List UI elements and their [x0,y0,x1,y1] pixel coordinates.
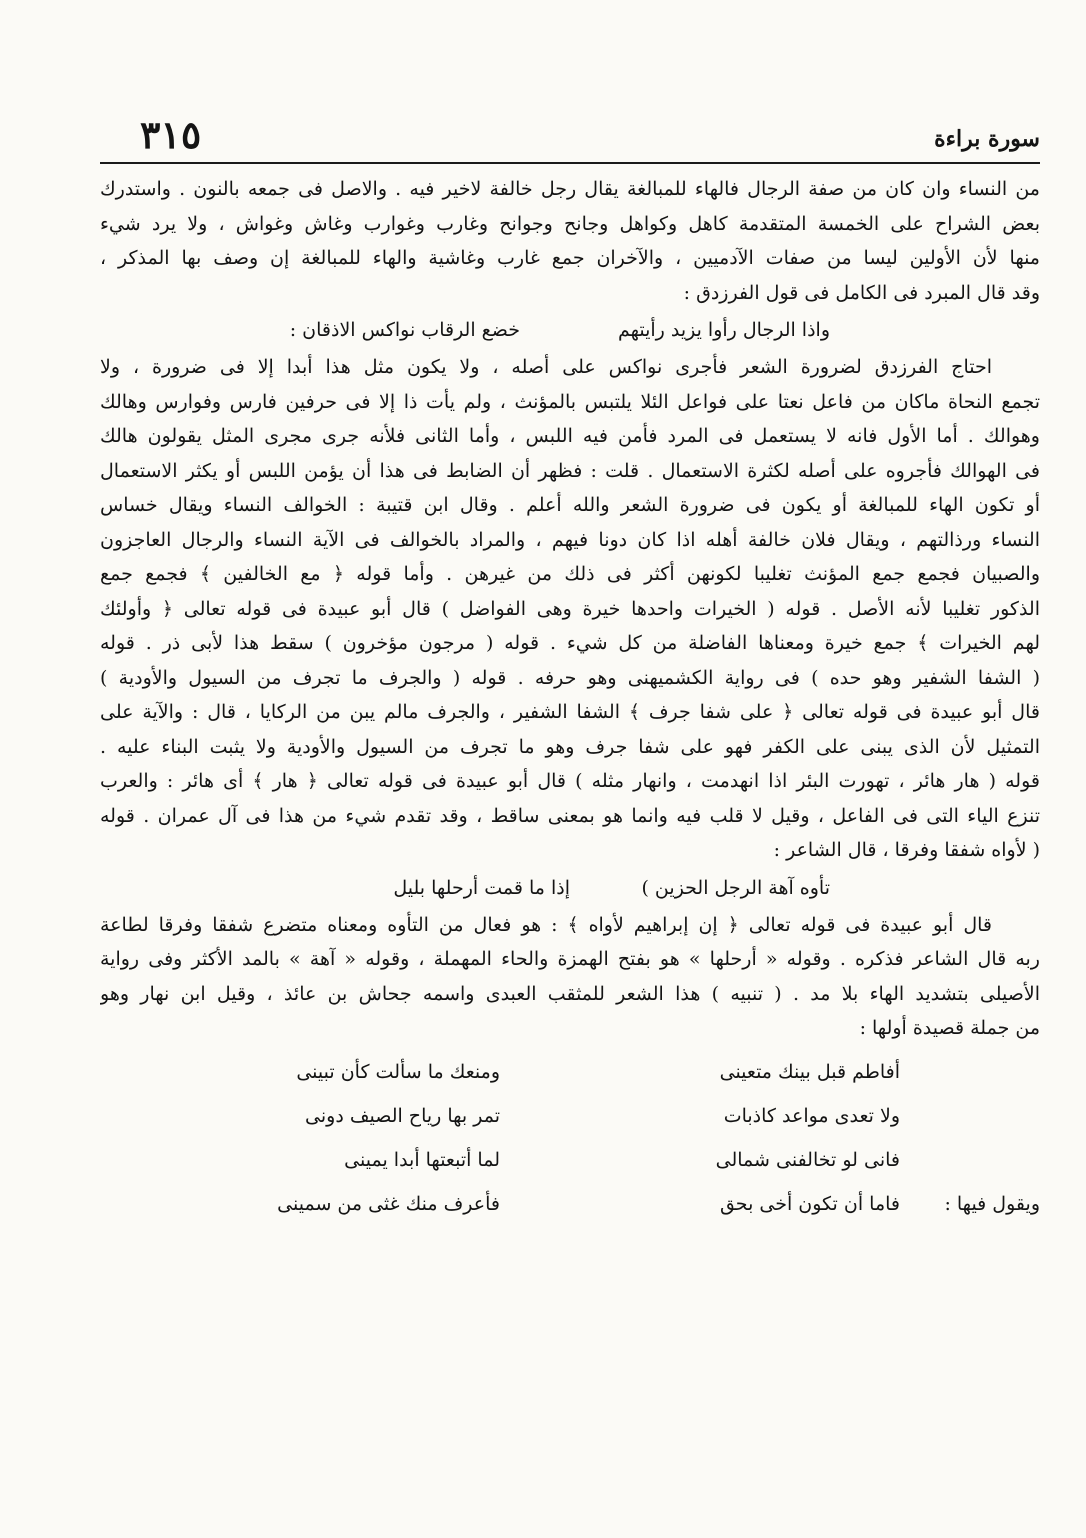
poem-hemistich-first: أفاطم قبل بينك متعينى [719,1060,900,1083]
text-line: من النساء وان كان من صفة الرجال فالهاء للمبالغة يقال رجل خالفة لاخير فيه . والاصل فى جمعه بالنون . واستدرك [100,178,1040,200]
poem-hemistich-first: فانى لو تخالفنى شمالى [715,1148,900,1171]
text-line: الأصيلى بتشديد الهاء بلا مد . ( تنبيه ) هذا الشعر للمثقب العبدى واسمه جحاش بن عائذ ، وقيل ابن نهار وهو [100,982,1040,1005]
poem-lead: ويقول فيها : [944,1192,1040,1215]
poem-verse [100,1138,1040,1182]
verse-hemistich-second: تأوه آهة الرجل الحزين ) [641,876,830,899]
text-line: احتاج الفرزدق لضرورة الشعر فأجرى نواكس على أصله ، ولا يكون مثل هذا أبدا إلا فى ضرورة ، ولا [100,356,992,378]
verse-hemistich-first: واذا الرجال رأوا يزيد رأيتهم [617,319,830,341]
text-line: قال أبو عبيدة فى قوله تعالى ﴿ على شفا جرف ﴾ الشفا الشفير ، والجرف مالم يبن من الركايا ، قال : والآية على [100,701,1040,723]
text-line: ربه قال الشاعر فذكره . وقوله « أرحلها » هو بفتح الهمزة والحاء المهملة ، وقوله « آهة » بالمد الأكثر وفى رواية [100,948,1040,970]
verse-line [100,310,1040,350]
verse-line [100,868,1040,908]
text-line: فى الهوالك فأجروه على أصله لكثرة الاستعمال . قلت : فظهر أن الضابط فى هذا أن يؤمن اللبس أو يكثر الاستعمال [100,459,1040,482]
text-line: وهوالك . أما الأول فانه لا يستعمل فى المرد فأمن فيه اللبس ، وأما الثانى فلأنه جرى مجرى المثل يقولون هالك [100,425,1040,447]
text-line: منها لأن الأولين ليسا من صفات الآدميين ، والآخران جمع غارب وغاشية والهاء للمبالغة إن وصف بها المذكر ، [100,247,1040,269]
text-line: وقد قال المبرد فى الكامل فى قول الفرزدق : [683,281,1040,304]
text-line: ( الشفا الشفير وهو حده ) فى رواية الكشميهنى وهو حرفه . قوله ( والجرف ما تجرف من السيول والأودية ) [100,666,1040,689]
page-number: ٣١٥ [140,112,202,157]
text-line: تجمع النحاة ماكان من فاعل نعتا على فواعل الئلا يلتبس بالمؤنث ، ولم يأت ذا إلا فى حرفين فارس وفوارس وهالك [100,390,1040,413]
poem-hemistich-second: فأعرف منك غثى من سمينى [277,1192,500,1215]
poem-hemistich-second: تمر بها رياح الصيف دونى [305,1104,500,1127]
text-line: النساء ورذالتهم ، ويقال فلان خالفة أهله اذا كان دونا فيهم ، والمراد بالخوالف فى الآية النساء والرجال العاجزون [100,528,1040,551]
text-line: والصبيان فجمع جمع المؤنث تغليبا لكونهن أكثر فى ذلك من غيرهن . وأما قوله ﴿ مع الخالفين ﴾ فجمع جمع [100,563,1040,585]
verse-hemistich-first: إذا ما قمت أرحلها بليل [393,876,570,899]
text-line: لهم الخيرات ﴾ جمع خيرة ومعناها الفاضلة من كل شيء . قوله ( مرجون مؤخرون ) سقط هذا لأبى ذر . قوله [100,632,1040,654]
poem-verse [100,1050,1040,1094]
poem-hemistich-first: ولا تعدى مواعد كاذبات [723,1104,900,1127]
verse-hemistich-second: خضع الرقاب نواكس الاذقان : [289,319,520,341]
poem-hemistich-second: لما أتبعتها أبدا يمينى [344,1148,500,1171]
text-line: التمثيل لأن الذى يبنى على الكفر فهو على شفا جرف وهو ما تجرف من السيول والأودية ولا يثبت البناء عليه . [100,735,1040,758]
poem-hemistich-second: ومنعك ما سألت كأن تبينى [296,1060,500,1083]
text-line: قوله ( هار هائر ، تهورت البئر اذا انهدمت ، وانهار مثله ) قال أبو عبيدة فى قوله تعالى ﴿ هار ﴾ أى هائر : والعرب [100,770,1040,792]
running-title: سورة براءة [934,126,1040,152]
body-text [100,172,1040,1232]
text-line: تنزع الياء التى فى الفاعل ، وقيل لا قلب فيه وانما هو بمعنى ساقط ، وقد تقدم شيء من هذا فى آل عمران . قوله [100,804,1040,827]
poem-verse [100,1182,1040,1226]
poem-verse [100,1094,1040,1138]
poem-hemistich-first: فاما أن تكون أخى بحق [719,1192,900,1215]
page-header [100,112,1040,164]
text-line: ( لأواه شفقا وفرقا ، قال الشاعر : [773,839,1040,861]
poem [100,1046,1040,1232]
text-line: أو تكون الهاء للمبالغة أو يكون فى ضرورة الشعر والله أعلم . وقال ابن قتيبة : الخوالف النساء ويقال خساس [100,494,1040,516]
text-line: من جملة قصيدة أولها : [859,1017,1040,1039]
text-line: الذكور تغليبا لأنه الأصل . قوله ( الخيرات واحدها خيرة وهى الفواضل ) قال أبو عبيدة فى قوله تعالى ﴿ وأولئك [100,597,1040,620]
text-line: بعض الشراح على الخمسة المتقدمة كاهل وكواهل وجانح وجوانح وغارب وغوارب وغاش وغواش ، ولا يرد شيء [100,212,1040,235]
text-line: قال أبو عبيدة فى قوله تعالى ﴿ إن إبراهيم لأواه ﴾ : هو فعال من التأوه ومعناه متضرع شفقا وفرقا لطاعة [100,913,992,936]
